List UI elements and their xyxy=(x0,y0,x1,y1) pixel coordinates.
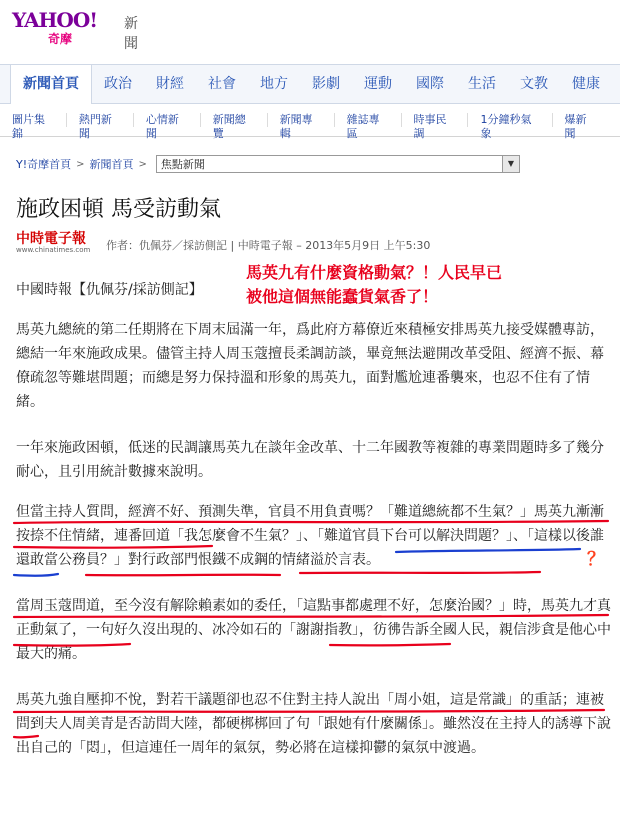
section-name: 新聞 xyxy=(124,16,138,52)
annotation-line-2: 被他這個無能蠢貨氣香了！ xyxy=(246,287,439,306)
subnav-item[interactable]: 爆新聞 xyxy=(564,113,587,140)
main-nav xyxy=(0,64,620,104)
chevron-right-icon: > xyxy=(138,158,147,170)
nav-tab[interactable]: 影劇 xyxy=(312,76,340,92)
article-paragraph: 馬英九總統的第二任期將在下周末屆滿一年，爲此府方幕僚近來積極安排馬英九接受媒體專訪，總結一年來施政成果。儘管主持人周玉蔻擅長柔調訪談，畢竟無法避開改革受阻、經濟不振、幕僚疏忽等難堪問題；而總是努力保持溫和形象的馬英九，面對尷尬連番襲來，也忍不住有了情緒。 xyxy=(16,322,604,410)
nav-tab[interactable]: 地方 xyxy=(260,76,288,92)
subnav-item[interactable]: 新聞總覽 xyxy=(213,113,268,127)
subnav-item[interactable]: 新聞專輯 xyxy=(280,113,335,127)
subnav-item[interactable]: 熱門新聞 xyxy=(79,113,134,127)
nav-tab[interactable]: 國際 xyxy=(416,76,444,92)
annotation-line-1: 馬英九有什麼資格動氣？！人民早已 xyxy=(246,263,503,282)
site-header xyxy=(0,0,620,60)
article-paragraph: 馬英九強自壓抑不悅，對若干議題卻也忍不住對主持人說出「周小姐，這是常識」的重話；連被問到夫人周美青是否訪問大陸，都硬梆梆回了句「跟她有什麼關係」。雖然沒在主持人的誘導下說出自己的「悶」，但這連任一周年的氣氛，勢必將在這樣抑鬱的氣氛中渡過。 xyxy=(16,692,611,756)
subnav-item[interactable]: 雜誌專區 xyxy=(347,113,402,127)
nav-tab[interactable]: 新聞首頁 xyxy=(10,64,92,104)
subnav-item[interactable]: 圖片集錦 xyxy=(12,113,67,127)
source-logo xyxy=(16,232,100,254)
sub-nav xyxy=(0,104,620,140)
nav-tab[interactable]: 文教 xyxy=(520,76,548,92)
breadcrumb-news-link[interactable]: 新聞首頁 xyxy=(89,158,134,171)
underline-stroke xyxy=(86,575,280,576)
category-select[interactable] xyxy=(156,155,520,173)
nav-tab[interactable]: 健康 xyxy=(572,76,600,92)
article-dateline: 中國時報【仇佩芬/採訪側記】 xyxy=(16,282,203,298)
breadcrumb-home-link[interactable]: Y!奇摩首頁 xyxy=(16,158,72,171)
category-select-value: 焦點新聞 xyxy=(160,158,205,171)
logo-text: YAHOO! xyxy=(12,8,98,32)
nav-tab[interactable]: 財經 xyxy=(156,76,184,92)
nav-tab[interactable]: 運動 xyxy=(364,76,392,92)
source-logo-url: www.chinatimes.com xyxy=(16,246,91,254)
logo-subtext: 奇摩 xyxy=(48,32,73,46)
source-logo-text: 中時電子報 xyxy=(16,231,86,247)
nav-tab[interactable]: 社會 xyxy=(208,76,236,92)
chevron-down-icon: ▼ xyxy=(502,156,519,172)
breadcrumb xyxy=(16,154,520,174)
article-paragraph: 但當主持人質問，經濟不好、預測失準，官員不用負責嗎？「難道總統都不生氣？」馬英九漸漸按捺不住情緒，連番回道「我怎麼會不生氣？」、「難道官員下台可以解決問題？」、「這樣以後誰還敢當公務員？」對行政部門恨鐵不成鋼的情緒溢於言表。 xyxy=(16,504,604,568)
subnav-item[interactable]: 時事民調 xyxy=(414,113,469,127)
subnav-item[interactable]: 1分鐘秒氣象 xyxy=(480,113,552,127)
chevron-right-icon: > xyxy=(76,158,85,170)
underline-stroke xyxy=(14,574,58,576)
nav-tab[interactable]: 生活 xyxy=(468,76,496,92)
article-byline: 作者：仇佩芬／採訪側記 | 中時電子報 – 2013年5月9日 上午5:30 xyxy=(106,239,431,252)
article-paragraph: 當周玉蔻問道，至今沒有解除賴素如的委任，「這點事都處理不好，怎麼治國？」時，馬英九才真正動氣了，一句好久沒出現的、冰冷如石的「謝謝指教」，彷彿告訴全國人民，親信涉貪是他心中最大的痛。 xyxy=(16,598,611,662)
yahoo-logo[interactable] xyxy=(12,8,138,52)
nav-tab[interactable]: 政治 xyxy=(104,76,132,92)
underline-stroke xyxy=(300,572,540,573)
article-title: 施政困頓 馬受訪動氣 xyxy=(16,197,221,222)
question-mark-annotation: ？ xyxy=(587,549,605,570)
article-paragraph: 一年來施政困頓，低迷的民調讓馬英九在談年金改革、十二年國教等複雜的專業問題時多了幾分耐心，且引用統計數據來說明。 xyxy=(16,440,604,480)
subnav-item[interactable]: 心情新聞 xyxy=(146,113,201,127)
